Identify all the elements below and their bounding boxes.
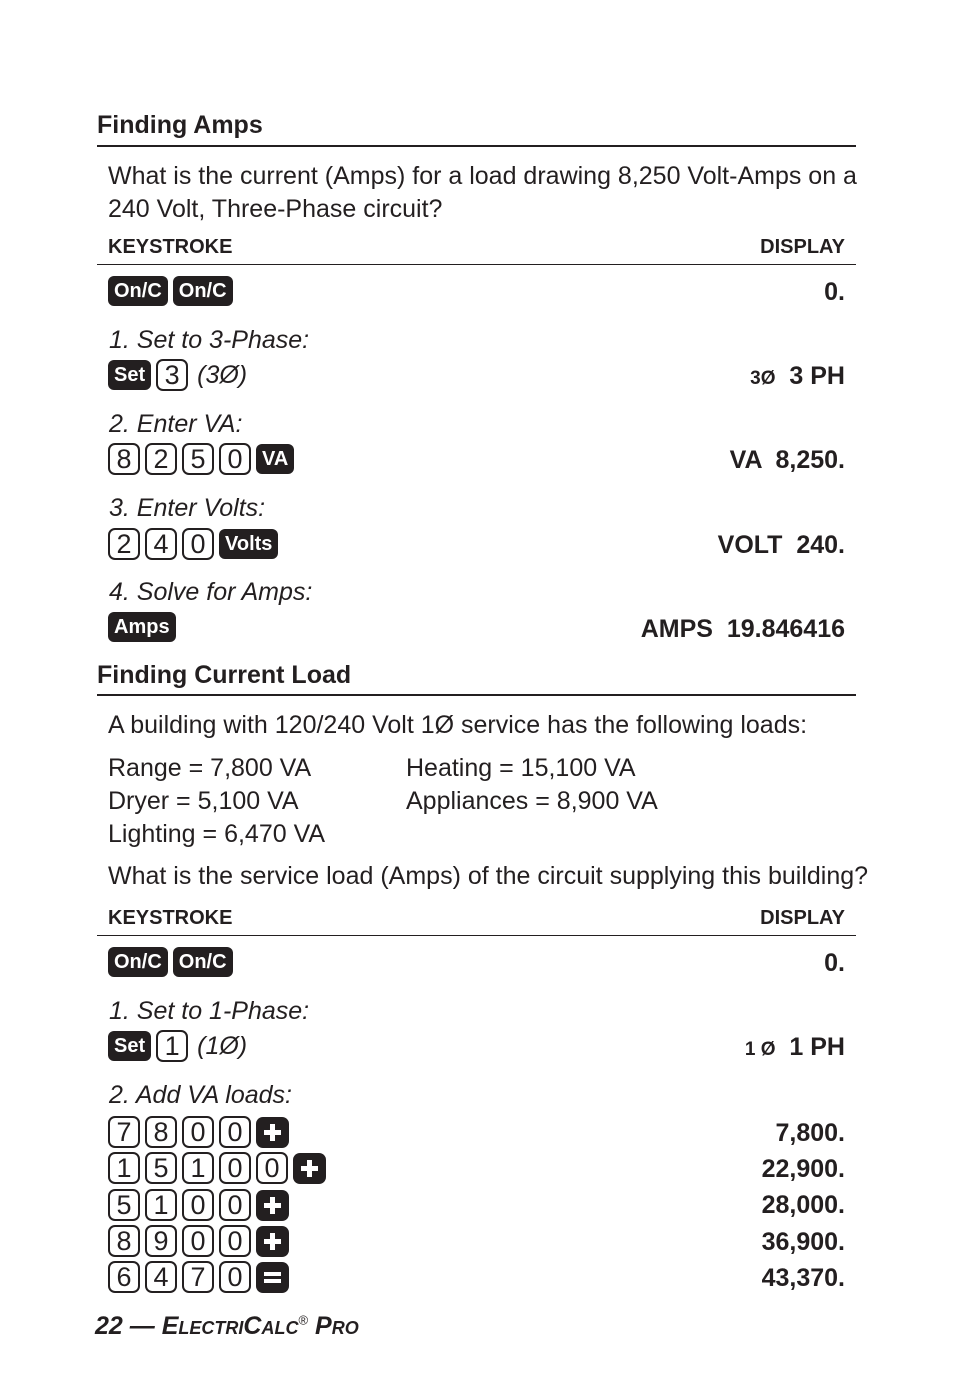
digit-key: 8 [108, 1225, 140, 1257]
digit-key: 1 [108, 1152, 140, 1184]
phase-note: (1Ø) [197, 1031, 248, 1060]
section-title-finding-amps: Finding Amps [97, 111, 263, 139]
step-label: 3. Enter Volts: [109, 494, 266, 522]
phase-note: (3Ø) [197, 360, 248, 389]
digit-key: 5 [108, 1189, 140, 1221]
keystroke-sequence [108, 1189, 289, 1221]
digit-key: 0 [182, 528, 214, 560]
equals-key [256, 1262, 289, 1293]
digit-key: 0 [219, 1225, 251, 1257]
keystroke-sequence [108, 276, 233, 306]
digit-key: 8 [108, 443, 140, 475]
on-c-key: On/C [108, 947, 168, 977]
intro-text: A building with 120/240 Volt 1Ø service has the following loads: [108, 711, 808, 739]
display-value: VA 8,250. [729, 446, 845, 474]
plus-key [256, 1226, 289, 1257]
plus-key [256, 1117, 289, 1148]
display-phase-indicator: 3Ø [750, 368, 776, 389]
display-value: 28,000. [761, 1191, 845, 1219]
digit-key: 0 [256, 1152, 288, 1184]
keystroke-sequence [108, 528, 278, 560]
plus-icon [262, 1195, 283, 1216]
display-main: 1 PH [789, 1033, 845, 1061]
digit-key: 7 [108, 1116, 140, 1148]
display-phase-indicator: 1 Ø [744, 1039, 776, 1060]
display-value: 0. [824, 278, 845, 306]
plus-key [293, 1153, 326, 1184]
digit-key: 7 [182, 1261, 214, 1293]
plus-icon [299, 1158, 320, 1179]
digit-key: 1 [145, 1189, 177, 1221]
digit-key: 2 [108, 528, 140, 560]
display-column-header: DISPLAY [760, 907, 845, 929]
digit-key: 0 [182, 1116, 214, 1148]
keystroke-sequence [108, 947, 233, 977]
on-c-key: On/C [173, 947, 233, 977]
digit-key: 0 [182, 1225, 214, 1257]
display-value: 7,800. [775, 1119, 845, 1147]
digit-key: 6 [108, 1261, 140, 1293]
digit-key: 9 [145, 1225, 177, 1257]
volts-key: Volts [219, 529, 278, 559]
plus-icon [262, 1122, 283, 1143]
header-divider [97, 935, 856, 936]
display-value [750, 362, 845, 391]
keystroke-sequence [108, 1030, 247, 1062]
display-column-header: DISPLAY [760, 236, 845, 258]
on-c-key: On/C [173, 276, 233, 306]
display-value: 22,900. [761, 1155, 845, 1183]
display-value: 36,900. [761, 1228, 845, 1256]
equals-icon [262, 1267, 283, 1288]
load-range: Range = 7,800 VA [108, 754, 312, 782]
load-lighting: Lighting = 6,470 VA [108, 820, 326, 848]
digit-key: 0 [219, 443, 251, 475]
digit-key: 0 [219, 1116, 251, 1148]
plus-key [256, 1190, 289, 1221]
step-label: 1. Set to 1-Phase: [109, 997, 310, 1025]
page-footer [95, 1312, 359, 1341]
digit-key: 4 [145, 1261, 177, 1293]
va-key: VA [256, 444, 294, 474]
load-appliances: Appliances = 8,900 VA [406, 787, 658, 815]
keystroke-sequence [108, 1152, 326, 1184]
digit-key: 1 [182, 1152, 214, 1184]
amps-key: Amps [108, 612, 176, 642]
digit-key: 5 [145, 1152, 177, 1184]
display-value [745, 1033, 845, 1062]
page-number: 22 — [95, 1312, 155, 1340]
header-divider [97, 264, 856, 265]
section-title-finding-current-load: Finding Current Load [97, 661, 352, 689]
display-value: 0. [824, 949, 845, 977]
keystroke-column-header: KEYSTROKE [108, 907, 233, 929]
keystroke-sequence [108, 1261, 289, 1293]
keystroke-sequence [108, 1116, 289, 1148]
keystroke-sequence [108, 1225, 289, 1257]
plus-icon [262, 1231, 283, 1252]
keystroke-sequence [108, 359, 247, 391]
section-divider [97, 145, 856, 147]
question-text: What is the service load (Amps) of the circuit supplying this building? [108, 862, 869, 890]
step-label: 1. Set to 3-Phase: [109, 326, 310, 354]
set-key: Set [108, 360, 151, 390]
load-heating: Heating = 15,100 VA [406, 754, 636, 782]
display-value: AMPS 19.846416 [640, 615, 845, 643]
digit-key: 2 [145, 443, 177, 475]
digit-key: 1 [156, 1030, 188, 1062]
digit-key: 0 [219, 1189, 251, 1221]
section-divider [97, 694, 856, 696]
on-c-key: On/C [108, 276, 168, 306]
digit-key: 4 [145, 528, 177, 560]
set-key: Set [108, 1031, 151, 1061]
brand-name: ELECTRICALC® PRO [161, 1312, 359, 1340]
display-main: 3 PH [789, 362, 845, 390]
digit-key: 0 [219, 1152, 251, 1184]
digit-key: 0 [182, 1189, 214, 1221]
digit-key: 5 [182, 443, 214, 475]
question-text: What is the current (Amps) for a load drawing 8,250 Volt-Amps on a 240 Volt, Three-Phase circuit? [108, 162, 857, 223]
digit-key: 8 [145, 1116, 177, 1148]
digit-key: 0 [219, 1261, 251, 1293]
load-dryer: Dryer = 5,100 VA [108, 787, 299, 815]
display-value: VOLT 240. [717, 531, 845, 559]
keystroke-sequence [108, 612, 176, 642]
keystroke-column-header: KEYSTROKE [108, 236, 233, 258]
step-label: 2. Enter VA: [109, 410, 243, 438]
digit-key: 3 [156, 359, 188, 391]
keystroke-sequence [108, 443, 294, 475]
display-value: 43,370. [761, 1264, 845, 1292]
step-label: 4. Solve for Amps: [109, 578, 313, 606]
step-label: 2. Add VA loads: [109, 1081, 292, 1109]
